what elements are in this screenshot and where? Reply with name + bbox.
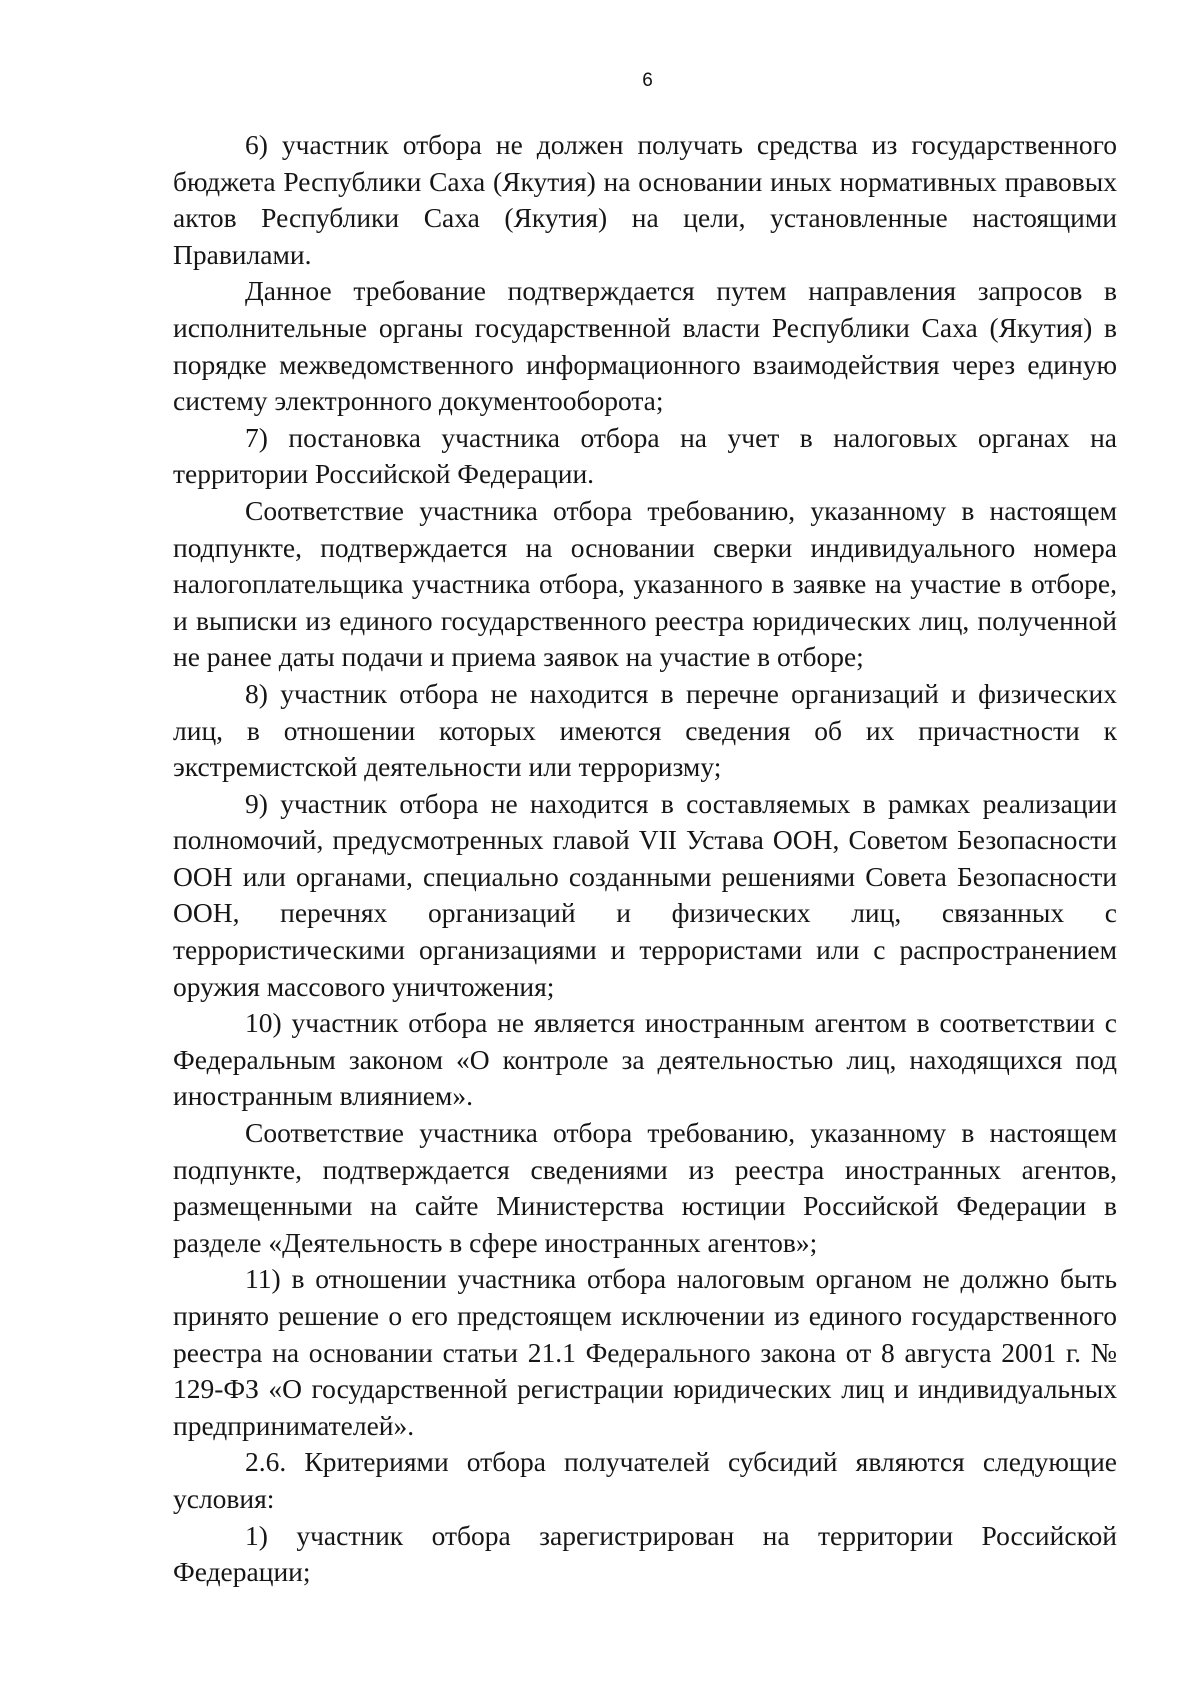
paragraph-item-11: 11) в отношении участника отбора налоговым органом не должно быть принято решение о его предстоящем исключении из единого государственного реестра на основании статьи 21.1 Федерального закона от 8 августа 2001 г. № 129-ФЗ «О государственной регистрации юридических лиц и индивидуальных предпринимателей».: [173, 1263, 1117, 1441]
body-text: [173, 127, 1117, 1591]
paragraph-item-9: 9) участник отбора не находится в составляемых в рамках реализации полномочий, предусмотренных главой VII Устава ООН, Советом Безопасности ООН или органами, специально созданными решениями Совета Безопасности ООН, перечнях организаций и физических лиц, связанных с террористическими организациями и террористами или с распространением оружия массового уничтожения;: [173, 787, 1117, 1002]
paragraph-item-8: 8) участник отбора не находится в перечне организаций и физических лиц, в отношении которых имеются сведения об их причастности к экстремистской деятельности или терроризму;: [173, 677, 1117, 783]
paragraph-item-10: 10) участник отбора не является иностранным агентом в соответствии с Федеральным законом «О контроле за деятельностью лиц, находящихся под иностранным влиянием».: [173, 1007, 1117, 1112]
paragraph-item-10-confirmation: Соответствие участника отбора требованию, указанному в настоящем подпункте, подтверждается сведениями из реестра иностранных агентов, размещенными на сайте Министерства юстиции Российской Федерации в разделе «Деятельность в сфере иностранных агентов»;: [173, 1117, 1117, 1258]
paragraph-criterion-1: 1) участник отбора зарегистрирован на территории Российской Федерации;: [173, 1519, 1117, 1588]
paragraph-section-2-6: 2.6. Критериями отбора получателей субсидий являются следующие условия:: [173, 1446, 1117, 1514]
paragraph-item-6-confirmation: Данное требование подтверждается путем направления запросов в исполнительные органы государственной власти Республики Саха (Якутия) в порядке межведомственного информационного взаимодействия через единую систему электронного документооборота;: [173, 275, 1117, 417]
page-number: 6: [642, 70, 653, 91]
paragraph-item-7: 7) постановка участника отбора на учет в налоговых органах на территории Российской Федерации.: [173, 421, 1117, 490]
paragraph-item-6: 6) участник отбора не должен получать средства из государственного бюджета Республики Саха (Якутия) на основании иных нормативных правовых актов Республики Саха (Якутия) на цели, установленные настоящими Правилами.: [173, 129, 1117, 270]
paragraph-item-7-confirmation: Соответствие участника отбора требованию, указанному в настоящем подпункте, подтверждается на основании сверки индивидуального номера налогоплательщика участника отбора, указанного в заявке на участие в отборе, и выписки из единого государственного реестра юридических лиц, полученной не ранее даты подачи и приема заявок на участие в отборе;: [173, 494, 1117, 673]
